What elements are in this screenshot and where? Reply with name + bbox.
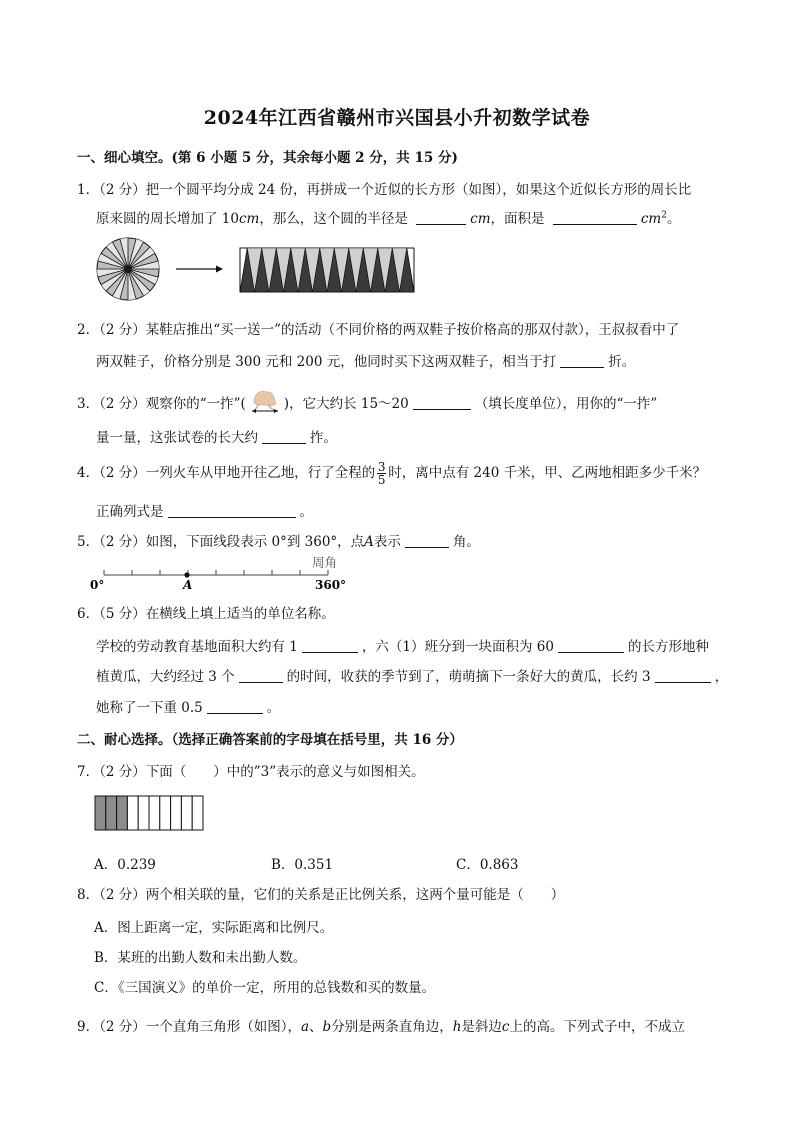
q2-line2: 两双鞋子，价格分别是 300 元和 200 元，他同时买下这两双鞋子，相当于打 折。 (96, 354, 636, 370)
q6-blank-4[interactable] (655, 669, 711, 684)
q3-line2: 量一量，这张试卷的长大约 拃。 (96, 430, 337, 446)
zero-degree-label: 0° (90, 578, 105, 592)
grid-cell-empty (192, 796, 203, 830)
q5-number-line (88, 555, 356, 595)
point-a-dot (184, 572, 189, 577)
q4-formula-blank[interactable] (168, 504, 296, 519)
q2-line1: 2．（2 分）某鞋店推出“买一送一”的活动（不同价格的两双鞋子按价格高的那双付款），王叔叔看中了 (77, 322, 680, 338)
q8-option-b[interactable]: B．某班的出勤人数和未出勤人数。 (94, 950, 307, 966)
q6-blank-2[interactable] (558, 639, 624, 654)
q6-blank-1[interactable] (302, 639, 358, 654)
q4-line1: 4．（2 分）一列火车从甲地开往乙地，行了全程的 $\frac{3}{5}$ 时，离中点有 240 千米，甲、乙两地相距多少千米？ (77, 460, 707, 487)
q3-line1: 3．（2 分）观察你的“一拃”( )，它大约长 15～20 （填长度单位），用你的“一拃” (77, 390, 657, 416)
hand-span-icon (246, 390, 284, 416)
q1-radius-blank[interactable] (416, 211, 466, 226)
q6-blank-3[interactable] (239, 669, 283, 684)
grid-cell-filled (95, 796, 106, 830)
q5-angle-blank[interactable] (405, 534, 449, 549)
point-a-label: A (183, 578, 193, 592)
q6-line2: 学校的劳动教育基地面积大约有 1 ，六（1）班分到一块面积为 60 的长方形地种 (96, 639, 709, 655)
tenths-grid (95, 796, 203, 830)
page-title: 2024年江西省赣州市兴国县小升初数学试卷 (203, 107, 591, 129)
q4-line2: 正确列式是 。 (96, 504, 313, 520)
q7-option-c[interactable]: C．0.863 (456, 857, 519, 873)
full-angle-label: 周角 (312, 555, 338, 570)
q5-line1: 5．（2 分）如图，下面线段表示 0°到 360°，点A表示 角。 (77, 534, 480, 550)
fraction-three-fifths: $\frac{3}{5}$ (377, 460, 386, 487)
rectangle-sectors-figure (240, 248, 414, 292)
grid-cell-empty (171, 796, 182, 830)
q1-line2: 原来圆的周长增加了 10cm，那么，这个圆的半径是 cm，面积是 $cm^2$。 (96, 210, 681, 227)
grid-cell-empty (181, 796, 192, 830)
q6-blank-5[interactable] (207, 700, 263, 715)
grid-cell-empty (149, 796, 160, 830)
section-2-heading: 二、耐心选择。（选择正确答案前的字母填在括号里，共 16 分） (77, 732, 463, 748)
q7-option-b[interactable]: B．0.351 (271, 857, 334, 873)
arrow-icon (176, 266, 223, 273)
circle-sectors-figure (97, 238, 159, 300)
section-1-heading: 一、细心填空。(第 6 小题 5 分，其余每小题 2 分，共 15 分) (77, 150, 458, 166)
q8-line1: 8．（2 分）两个相关联的量，它们的关系是正比例关系，这两个量可能是（ ） (77, 887, 565, 903)
q3-unit-blank[interactable] (413, 396, 471, 411)
q1-area-blank[interactable] (553, 211, 637, 226)
q3-span-count-blank[interactable] (262, 430, 306, 445)
number-line-ticks (104, 570, 328, 575)
q8-option-a[interactable]: A．图上距离一定，实际距离和比例尺。 (94, 920, 334, 936)
q7-option-a[interactable]: A．0.239 (94, 857, 156, 873)
q7-line1: 7．（2 分）下面（ ）中的”3”表示的意义与如图相关。 (77, 764, 425, 780)
grid-cell-empty (160, 796, 171, 830)
q6-line4: 她称了一下重 0.5 。 (96, 700, 281, 716)
q6-line3: 植黄瓜，大约经过 3 个 的时间，收获的季节到了，萌萌摘下一条好大的黄瓜，长约 3 ， (96, 669, 729, 685)
grid-cell-filled (106, 796, 117, 830)
q8-option-c[interactable]: C．《三国演义》的单价一定，所用的总钱数和买的数量。 (94, 980, 436, 996)
full-degree-label: 360° (315, 578, 347, 592)
grid-cell-empty (138, 796, 149, 830)
q1-line1: 1．（2 分）把一个圆平均分成 24 份，再拼成一个近似的长方形（如图），如果这个近似长方形的周长比 (77, 182, 692, 198)
grid-cell-filled (117, 796, 128, 830)
q2-discount-blank[interactable] (560, 354, 604, 369)
q1-figure (94, 236, 420, 302)
q9-line1: 9．（2 分）一个直角三角形（如图），a、b分别是两条直角边，h是斜边c上的高。下列式子中，不成立 (77, 1019, 685, 1035)
q7-grid-figure (94, 794, 206, 834)
q6-line1: 6．（5 分）在横线上填上适当的单位名称。 (77, 606, 335, 622)
grid-cell-empty (127, 796, 138, 830)
